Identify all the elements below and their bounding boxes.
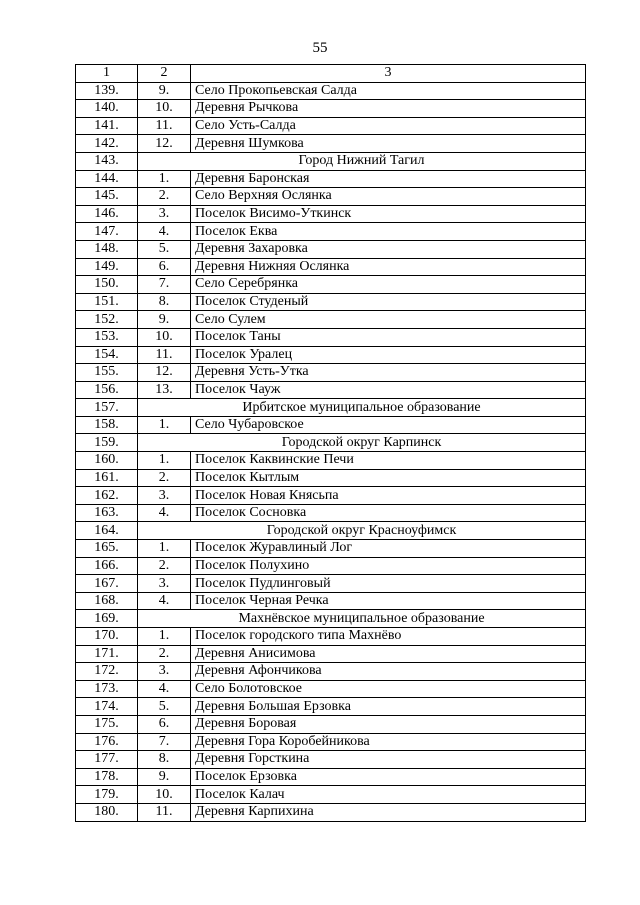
row-number: 142. — [76, 135, 138, 153]
settlement-name: Поселок Новая Княсьпа — [191, 487, 586, 505]
row-number: 175. — [76, 715, 138, 733]
table-row — [76, 715, 586, 733]
sub-number: 10. — [138, 328, 191, 346]
row-number: 173. — [76, 680, 138, 698]
row-number: 171. — [76, 645, 138, 663]
settlement-name: Поселок Чауж — [191, 381, 586, 399]
sub-number: 3. — [138, 487, 191, 505]
row-number: 163. — [76, 504, 138, 522]
row-number: 150. — [76, 276, 138, 294]
settlement-name: Деревня Нижняя Ослянка — [191, 258, 586, 276]
row-number: 168. — [76, 592, 138, 610]
settlement-name: Поселок Пудлинговый — [191, 575, 586, 593]
settlement-name: Село Сулем — [191, 311, 586, 329]
settlement-name: Деревня Боровая — [191, 715, 586, 733]
table-row — [76, 205, 586, 223]
sub-number: 4. — [138, 504, 191, 522]
table-row — [76, 504, 586, 522]
row-number: 140. — [76, 100, 138, 118]
settlement-name: Поселок Черная Речка — [191, 592, 586, 610]
section-row — [76, 152, 586, 170]
table-row — [76, 575, 586, 593]
settlement-name: Поселок Висимо-Уткинск — [191, 205, 586, 223]
table-row — [76, 135, 586, 153]
row-number: 139. — [76, 82, 138, 100]
section-title: Махнёвское муниципальное образование — [138, 610, 586, 628]
header-cell-col3: 3 — [191, 65, 586, 83]
sub-number: 8. — [138, 293, 191, 311]
settlement-name: Село Усть-Салда — [191, 117, 586, 135]
row-number: 143. — [76, 152, 138, 170]
table-row — [76, 557, 586, 575]
table-row — [76, 751, 586, 769]
row-number: 145. — [76, 188, 138, 206]
table-row — [76, 258, 586, 276]
settlement-name: Поселок Полухино — [191, 557, 586, 575]
sub-number: 8. — [138, 751, 191, 769]
settlement-name: Село Чубаровское — [191, 416, 586, 434]
table-row — [76, 663, 586, 681]
sub-number: 6. — [138, 258, 191, 276]
table-row — [76, 628, 586, 646]
table-row — [76, 452, 586, 470]
settlement-name: Село Верхняя Ослянка — [191, 188, 586, 206]
sub-number: 13. — [138, 381, 191, 399]
settlement-name: Поселок Каквинские Печи — [191, 452, 586, 470]
table-row — [76, 117, 586, 135]
table-row — [76, 328, 586, 346]
settlement-name: Поселок Сосновка — [191, 504, 586, 522]
settlement-name: Поселок Кытлым — [191, 469, 586, 487]
table-header-row — [76, 65, 586, 83]
sub-number: 3. — [138, 205, 191, 223]
section-row — [76, 610, 586, 628]
sub-number: 10. — [138, 100, 191, 118]
row-number: 144. — [76, 170, 138, 188]
settlement-name: Поселок Ерзовка — [191, 768, 586, 786]
section-row — [76, 434, 586, 452]
settlement-name: Деревня Баронская — [191, 170, 586, 188]
table-row — [76, 364, 586, 382]
row-number: 157. — [76, 399, 138, 417]
row-number: 152. — [76, 311, 138, 329]
sub-number: 9. — [138, 311, 191, 329]
sub-number: 3. — [138, 575, 191, 593]
row-number: 159. — [76, 434, 138, 452]
sub-number: 1. — [138, 170, 191, 188]
section-row — [76, 522, 586, 540]
row-number: 165. — [76, 540, 138, 558]
row-number: 160. — [76, 452, 138, 470]
section-row — [76, 399, 586, 417]
settlement-name: Деревня Шумкова — [191, 135, 586, 153]
sub-number: 12. — [138, 135, 191, 153]
table-row — [76, 786, 586, 804]
table-row — [76, 645, 586, 663]
table-row — [76, 276, 586, 294]
row-number: 148. — [76, 240, 138, 258]
row-number: 158. — [76, 416, 138, 434]
row-number: 179. — [76, 786, 138, 804]
table-row — [76, 698, 586, 716]
settlement-name: Село Серебрянка — [191, 276, 586, 294]
table-row — [76, 469, 586, 487]
header-cell-col2: 2 — [138, 65, 191, 83]
settlement-name: Деревня Захаровка — [191, 240, 586, 258]
table-row — [76, 416, 586, 434]
row-number: 146. — [76, 205, 138, 223]
table-row — [76, 540, 586, 558]
row-number: 161. — [76, 469, 138, 487]
sub-number: 5. — [138, 698, 191, 716]
table-row — [76, 100, 586, 118]
sub-number: 9. — [138, 768, 191, 786]
settlement-name: Деревня Большая Ерзовка — [191, 698, 586, 716]
sub-number: 1. — [138, 416, 191, 434]
settlement-name: Поселок Калач — [191, 786, 586, 804]
row-number: 180. — [76, 803, 138, 821]
table-row — [76, 768, 586, 786]
page-number: 55 — [312, 40, 328, 56]
table-row — [76, 346, 586, 364]
row-number: 178. — [76, 768, 138, 786]
table-row — [76, 733, 586, 751]
section-title: Городской округ Красноуфимск — [138, 522, 586, 540]
sub-number: 2. — [138, 188, 191, 206]
sub-number: 9. — [138, 82, 191, 100]
sub-number: 5. — [138, 240, 191, 258]
row-number: 164. — [76, 522, 138, 540]
sub-number: 3. — [138, 663, 191, 681]
settlement-name: Поселок Таны — [191, 328, 586, 346]
table-row — [76, 592, 586, 610]
sub-number: 2. — [138, 557, 191, 575]
sub-number: 12. — [138, 364, 191, 382]
sub-number: 11. — [138, 117, 191, 135]
row-number: 174. — [76, 698, 138, 716]
table-row — [76, 188, 586, 206]
sub-number: 7. — [138, 276, 191, 294]
row-number: 141. — [76, 117, 138, 135]
sub-number: 1. — [138, 628, 191, 646]
settlement-name: Село Болотовское — [191, 680, 586, 698]
row-number: 166. — [76, 557, 138, 575]
row-number: 149. — [76, 258, 138, 276]
table-row — [76, 381, 586, 399]
sub-number: 2. — [138, 645, 191, 663]
row-number: 167. — [76, 575, 138, 593]
row-number: 169. — [76, 610, 138, 628]
sub-number: 10. — [138, 786, 191, 804]
settlement-name: Село Прокопьевская Салда — [191, 82, 586, 100]
settlement-name: Поселок Еква — [191, 223, 586, 241]
row-number: 156. — [76, 381, 138, 399]
settlement-name: Поселок Студеный — [191, 293, 586, 311]
settlement-name: Деревня Афончикова — [191, 663, 586, 681]
settlement-name: Деревня Горсткина — [191, 751, 586, 769]
header-cell-col1: 1 — [76, 65, 138, 83]
table-row — [76, 170, 586, 188]
section-title: Город Нижний Тагил — [138, 152, 586, 170]
row-number: 153. — [76, 328, 138, 346]
table-row — [76, 293, 586, 311]
table-row — [76, 223, 586, 241]
row-number: 147. — [76, 223, 138, 241]
table-row — [76, 487, 586, 505]
row-number: 172. — [76, 663, 138, 681]
table-row — [76, 311, 586, 329]
table-row — [76, 82, 586, 100]
table-row — [76, 680, 586, 698]
settlements-table — [75, 64, 586, 822]
section-title: Ирбитское муниципальное образование — [138, 399, 586, 417]
sub-number: 4. — [138, 680, 191, 698]
sub-number: 4. — [138, 592, 191, 610]
sub-number: 4. — [138, 223, 191, 241]
row-number: 155. — [76, 364, 138, 382]
settlement-name: Деревня Анисимова — [191, 645, 586, 663]
settlement-name: Деревня Карпихина — [191, 803, 586, 821]
row-number: 162. — [76, 487, 138, 505]
settlement-name: Деревня Рычкова — [191, 100, 586, 118]
sub-number: 1. — [138, 540, 191, 558]
table-row — [76, 240, 586, 258]
section-title: Городской округ Карпинск — [138, 434, 586, 452]
settlement-name: Поселок Журавлиный Лог — [191, 540, 586, 558]
row-number: 170. — [76, 628, 138, 646]
sub-number: 6. — [138, 715, 191, 733]
table-row — [76, 803, 586, 821]
settlement-name: Деревня Усть-Утка — [191, 364, 586, 382]
sub-number: 1. — [138, 452, 191, 470]
sub-number: 7. — [138, 733, 191, 751]
row-number: 177. — [76, 751, 138, 769]
row-number: 151. — [76, 293, 138, 311]
sub-number: 11. — [138, 803, 191, 821]
settlement-name: Деревня Гора Коробейникова — [191, 733, 586, 751]
row-number: 176. — [76, 733, 138, 751]
sub-number: 11. — [138, 346, 191, 364]
settlement-name: Поселок Уралец — [191, 346, 586, 364]
settlement-name: Поселок городского типа Махнёво — [191, 628, 586, 646]
sub-number: 2. — [138, 469, 191, 487]
row-number: 154. — [76, 346, 138, 364]
